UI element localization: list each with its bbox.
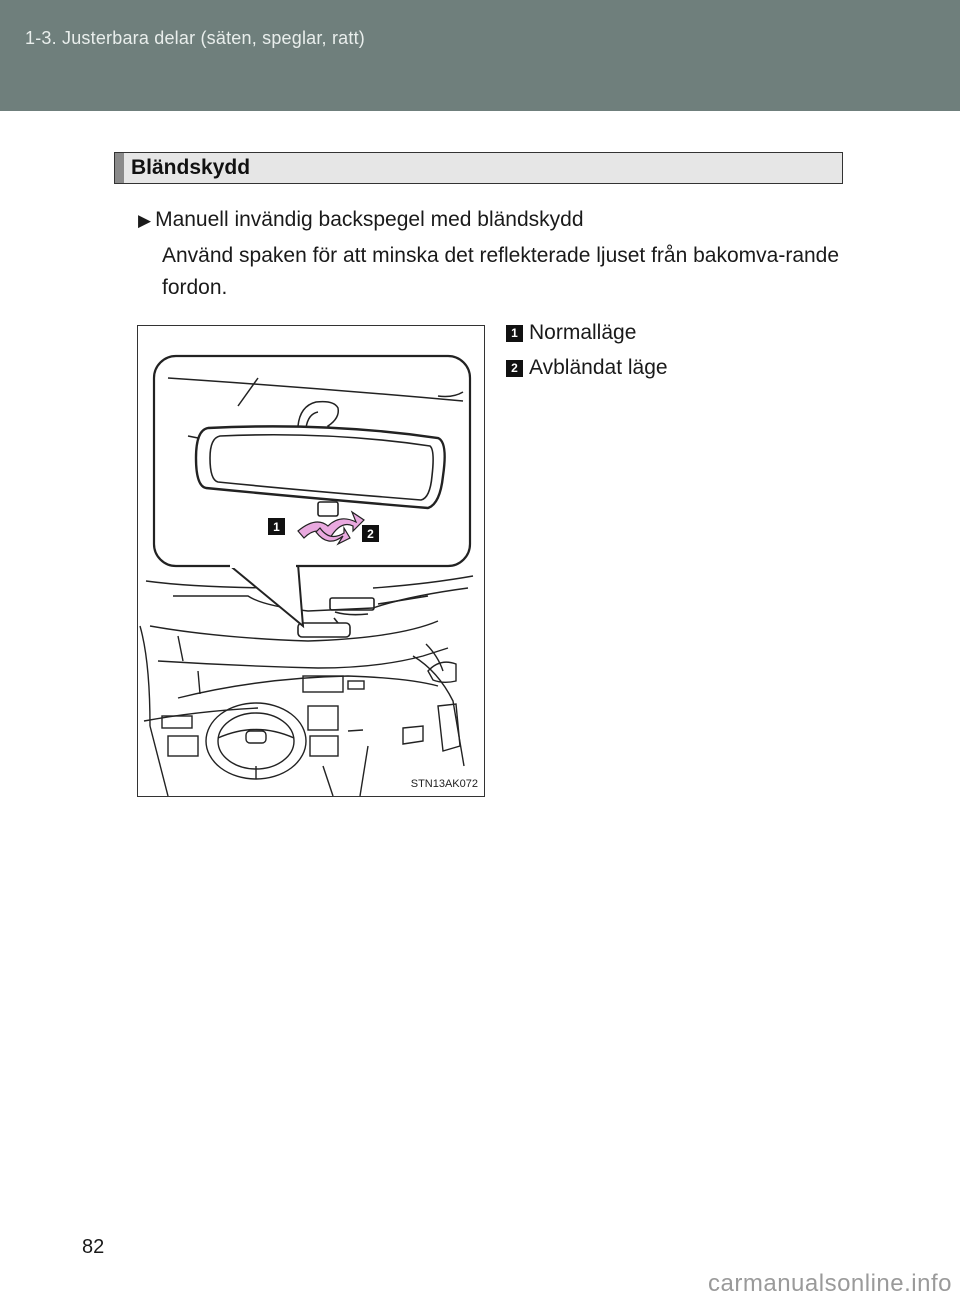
section-heading-bar (115, 153, 124, 183)
legend-label-1: Normalläge (529, 321, 637, 344)
dashboard-scene (140, 576, 473, 796)
figure-code: STN13AK072 (410, 778, 478, 790)
bubble-gap (230, 562, 296, 568)
mirror-drawing (138, 326, 484, 796)
callout-number-2: 2 (367, 527, 374, 541)
bullet-text: Manuell invändig backspegel med bländskydd (155, 208, 584, 231)
legend-item-1 (506, 321, 636, 345)
callout-number-1: 1 (273, 520, 280, 534)
callout-pointer (228, 564, 303, 626)
legend-badge-1: 1 (506, 325, 523, 342)
legend-badge-2: 2 (506, 360, 523, 377)
legend-label-2: Avbländat läge (529, 356, 668, 379)
instruction-text: Använd spaken för att minska det reflekterade ljuset från bakomva-rande fordon. (162, 244, 840, 299)
watermark: carmanualsonline.info (708, 1270, 952, 1297)
page-header (0, 0, 960, 111)
legend-item-2 (506, 356, 668, 380)
chapter-title: 1-3. Justerbara delar (säten, speglar, ratt) (25, 28, 365, 48)
bullet-arrow-icon: ▶ (138, 211, 152, 230)
section-title: Bländskydd (131, 156, 251, 179)
page-number: 82 (82, 1236, 105, 1258)
bullet-item (138, 208, 584, 232)
section-heading-box (114, 152, 843, 184)
mirror-illustration (137, 325, 485, 797)
